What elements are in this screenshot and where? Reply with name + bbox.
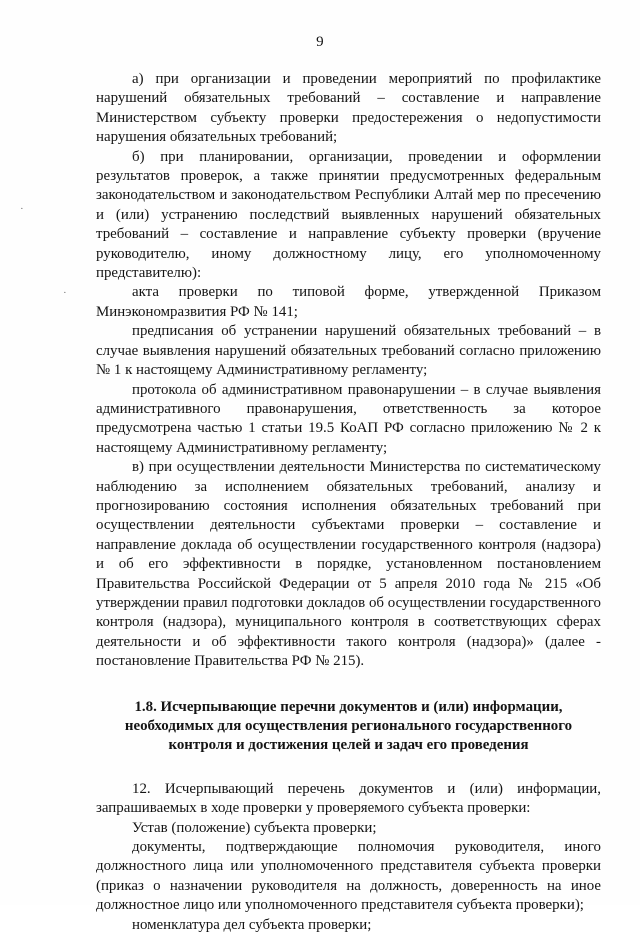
paragraph-v: в) при осуществлении деятельности Министерства по систематическому наблюдению за исполнением обязательных требований, анализу и прогнозированию состояния исполнения обязательных требований при осуществлении деятельности субъектами проверки – составление и направление доклада об осуществлении государственного контроля (надзора) и об его эффективности в порядке, установленном постановлением Правительства Российской Федерации от 5 апреля 2010 года № 215 «Об утверждении правил подготовки докладов об осуществлении государственного контроля (надзора), муниципального контроля в соответствующих сферах деятельности и об эффективности такого контроля (надзора)» (далее - постановление Правительства РФ № 215). <box>96 459 601 670</box>
paragraph-act: акта проверки по типовой форме, утвержденной Приказом Минэкономразвития РФ № 141; <box>96 284 601 320</box>
section-heading: 1.8. Исчерпывающие перечни документов и (или) информации, необходимых для осуществления регионального государственного контроля и достижения целей и задач его проведения <box>124 698 573 754</box>
list-item-nomenclature: номенклатура дел субъекта проверки; <box>132 916 372 933</box>
document-body <box>96 70 601 935</box>
paragraph-12: 12. Исчерпывающий перечень документов и (или) информации, запрашиваемых в ходе проверки у проверяемого субъекта проверки: <box>96 780 601 817</box>
list-item-charter: Устав (положение) субъекта проверки; <box>132 819 377 836</box>
page-number: 9 <box>316 34 324 50</box>
paragraph-protocol: протокола об административном правонарушении – в случае выявления административного правонарушения, ответственность за которое предусмотрена частью 1 статьи 19.5 КоАП РФ согласно приложению № 2 к настоящему Административному регламенту; <box>96 381 601 456</box>
paragraph-a: а) при организации и проведении мероприятий по профилактике нарушений обязательных требований – составление и направление Министерством субъекту проверки предостережения о недопустимости нарушения обязательных требований; <box>96 71 601 146</box>
scan-speck: · <box>20 203 24 215</box>
paragraph-prescription: предписания об устранении нарушений обязательных требований – в случае выявления нарушений обязательных требований согласно приложению № 1 к настоящему Административному регламенту; <box>96 323 601 379</box>
paragraph-b: б) при планировании, организации, проведении и оформлении результатов проверок, а также принятии предусмотренных федеральным законодательством и законодательством Республики Алтай мер по пресечению и (или) устранению последствий выявленных нарушений обязательных требований – составление и направление субъекту проверки (вручение руководителю, иному должностному лицу, его уполномоченному представителю): <box>96 148 601 282</box>
list-item-authority-documents: документы, подтверждающие полномочия руководителя, иного должностного лица или уполномоченного представителя субъекта проверки (приказ о назначении руководителя на должность, доверенность на иное должностное лицо или уполномоченного представителя субъекта проверки); <box>96 839 601 914</box>
scan-speck: · <box>63 287 67 299</box>
